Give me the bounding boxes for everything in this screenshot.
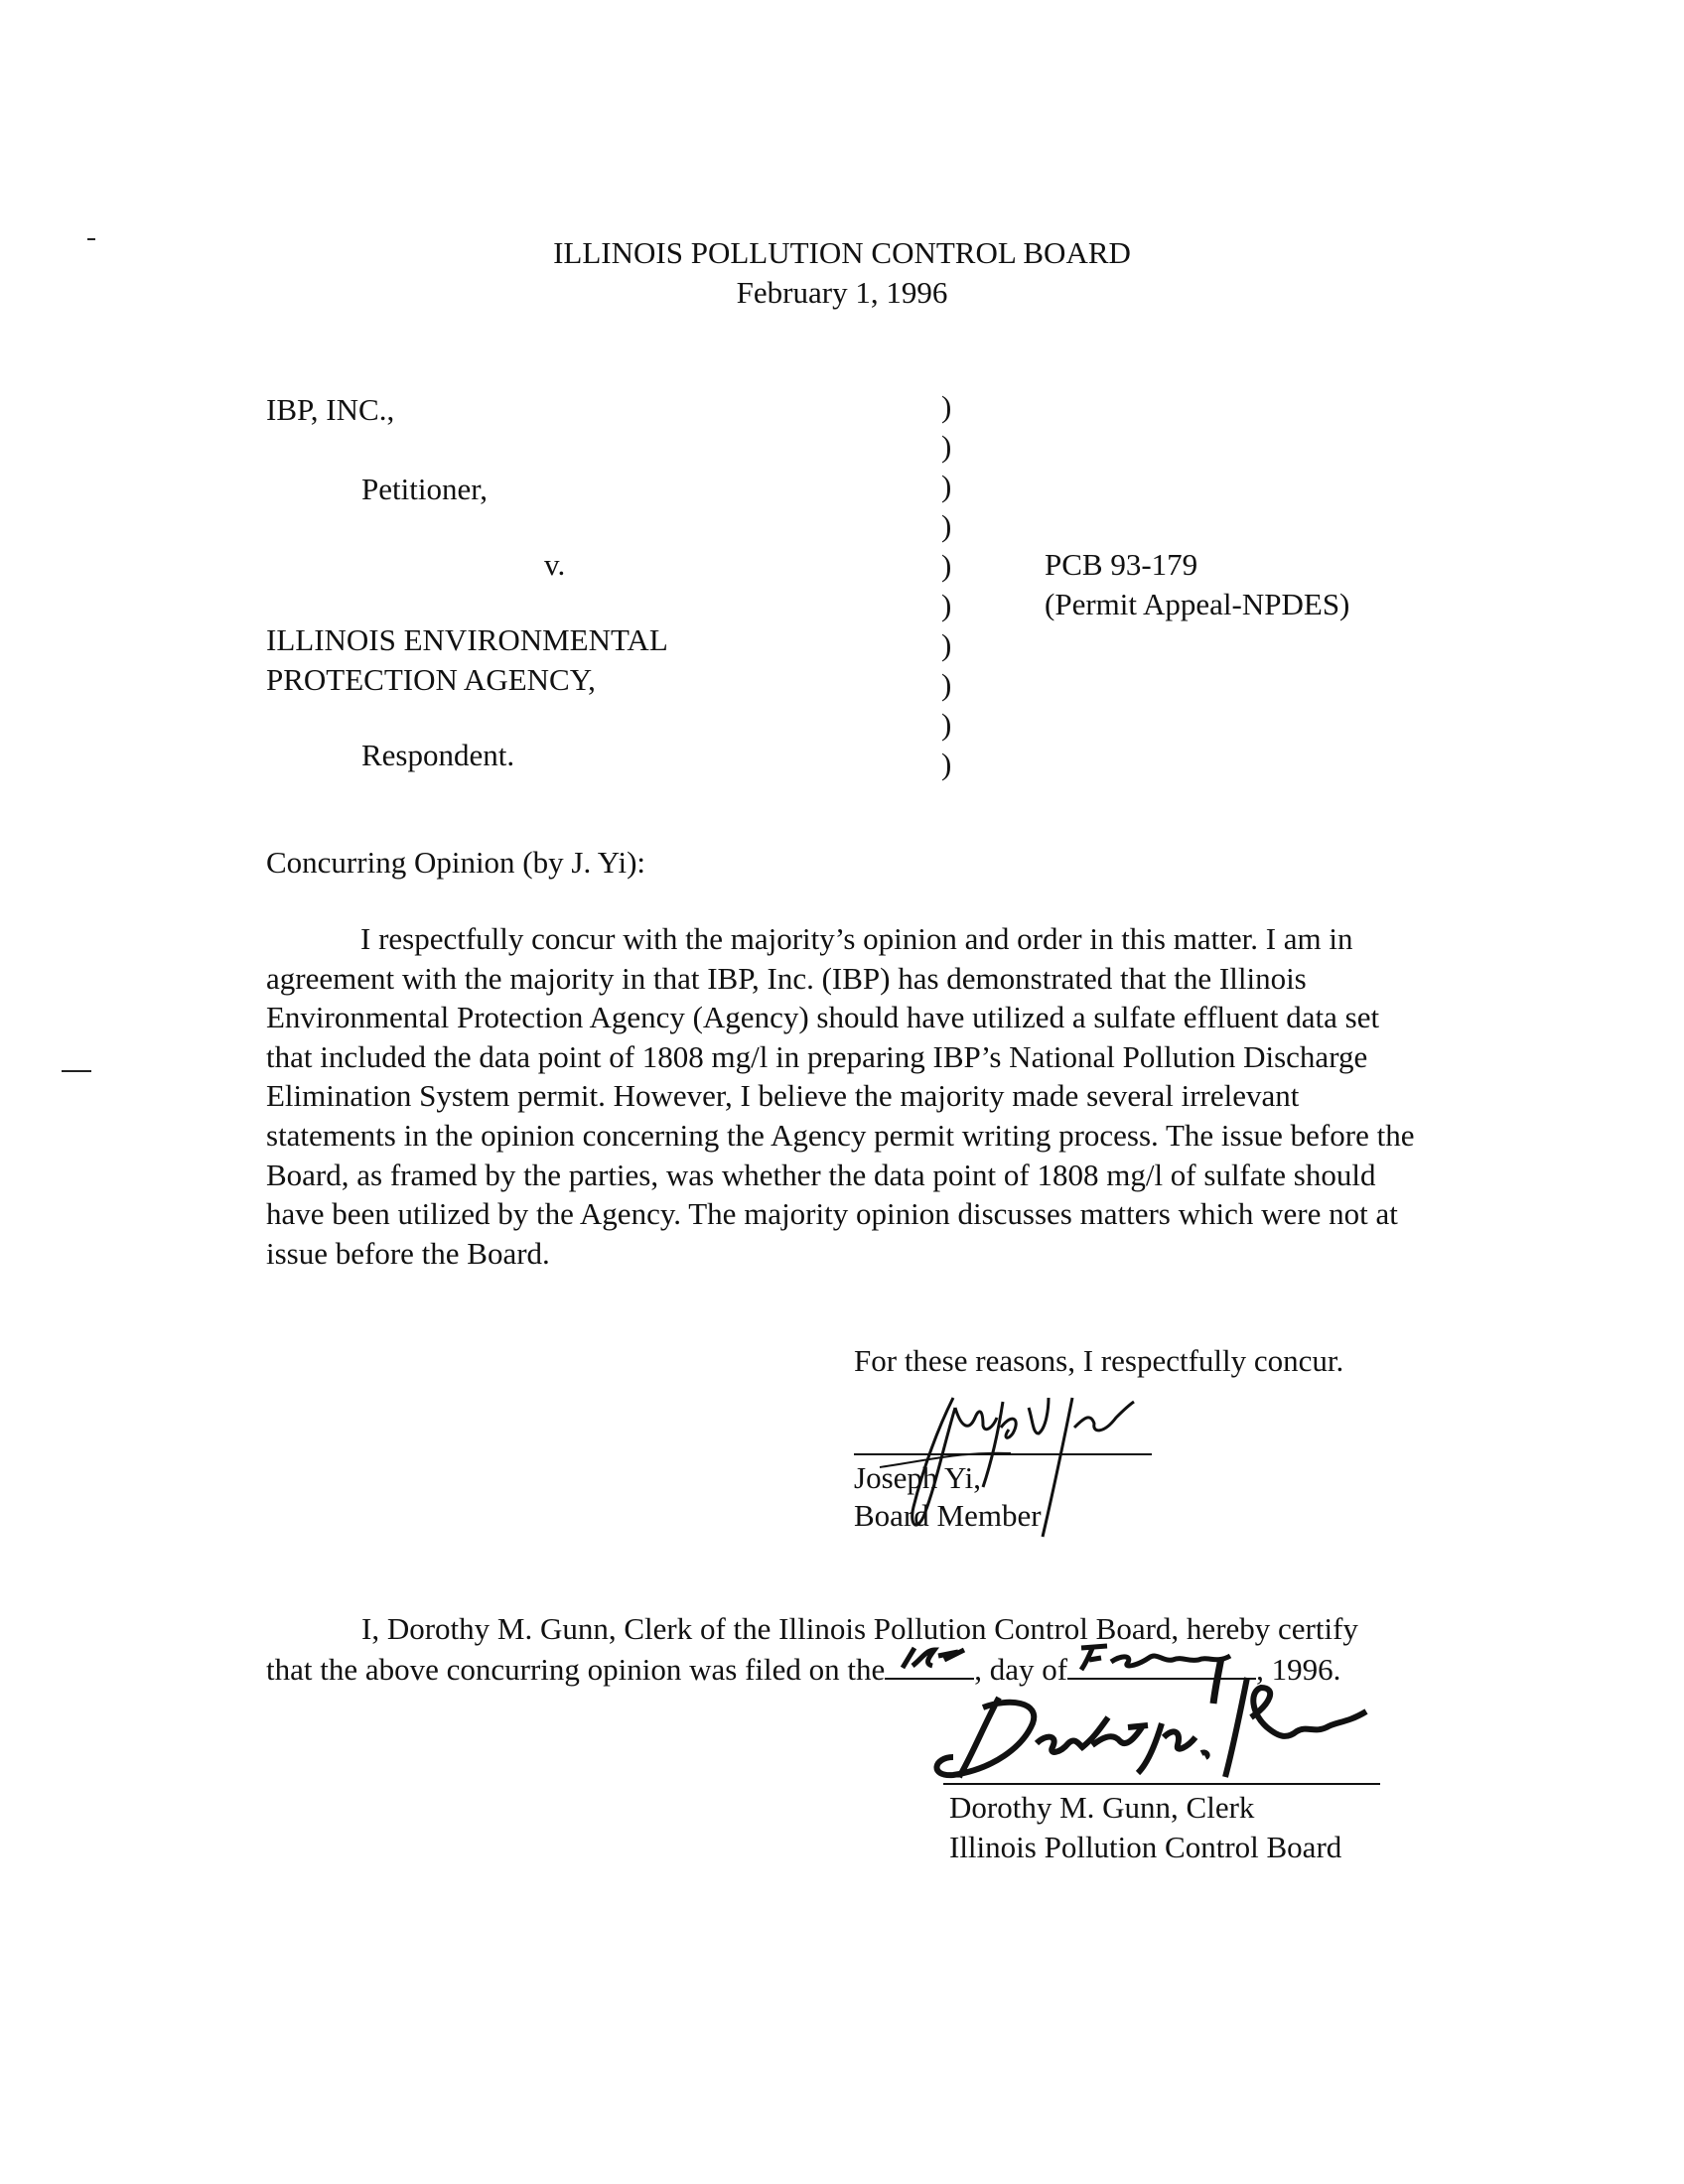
- case-type: (Permit Appeal-NPDES): [1045, 587, 1350, 621]
- certification-day-label: , day of: [974, 1652, 1068, 1687]
- scan-speck: [62, 1070, 91, 1072]
- board-name: ILLINOIS POLLUTION CONTROL BOARD: [553, 235, 1131, 270]
- clerk-title: Illinois Pollution Control Board: [949, 1830, 1342, 1864]
- opinion-body: I respectfully concur with the majority’s opinion and order in this matter. I am in agreement with the majority in that IBP, Inc. (IBP) has demonstrated that the Illinois Environmental Protection Agency (Agency) should have utilized a sulfate effluent data set that included the data point of 1808 mg/l in preparing IBP’s National Pollution Discharge Elimination System permit. However, I believe the majority made several irrelevant statements in the opinion concerning the Agency permit writing process. The issue before the Board, as framed by the parties, was whether the data point of 1808 mg/l of sulfate should have been utilized by the Agency. The majority opinion discusses matters which were not at issue before the Board.: [266, 921, 1415, 1271]
- certification-prefix: that the above concurring opinion was filed on the: [266, 1652, 886, 1687]
- caption-paren: ): [941, 588, 952, 622]
- caption-paren: ): [941, 469, 952, 503]
- case-number: PCB 93-179: [1045, 547, 1198, 582]
- caption-paren: ): [941, 429, 952, 464]
- member-signature-line: [854, 1453, 1152, 1455]
- caption-paren: ): [941, 627, 952, 662]
- opinion-heading: Concurring Opinion (by J. Yi):: [266, 845, 646, 880]
- member-title: Board Member: [854, 1498, 1042, 1533]
- member-name: Joseph Yi,: [854, 1460, 982, 1495]
- caption-paren: ): [941, 389, 952, 424]
- opinion-closing: For these reasons, I respectfully concur.: [854, 1343, 1344, 1378]
- document-date: February 1, 1996: [736, 275, 948, 310]
- respondent-name-line1: ILLINOIS ENVIRONMENTAL: [266, 622, 668, 657]
- caption-paren: ): [941, 548, 952, 583]
- versus-label: v.: [544, 547, 566, 582]
- certification-line1: I, Dorothy M. Gunn, Clerk of the Illinois Pollution Control Board, hereby certify: [361, 1611, 1358, 1646]
- caption-paren: ): [941, 747, 952, 781]
- clerk-handwritten-signature: [913, 1648, 1410, 1787]
- certification-year: , 1996.: [1256, 1652, 1341, 1687]
- clerk-signature-line: [943, 1783, 1380, 1785]
- respondent-name-line2: PROTECTION AGENCY,: [266, 662, 596, 697]
- petitioner-role: Petitioner,: [361, 472, 489, 506]
- caption-paren: ): [941, 508, 952, 543]
- caption-paren: ): [941, 667, 952, 702]
- clerk-name: Dorothy M. Gunn, Clerk: [949, 1790, 1255, 1825]
- caption-paren: ): [941, 707, 952, 742]
- petitioner-name: IBP, INC.,: [266, 392, 395, 427]
- respondent-role: Respondent.: [361, 738, 515, 772]
- caption-parenthesis-column: [941, 387, 961, 784]
